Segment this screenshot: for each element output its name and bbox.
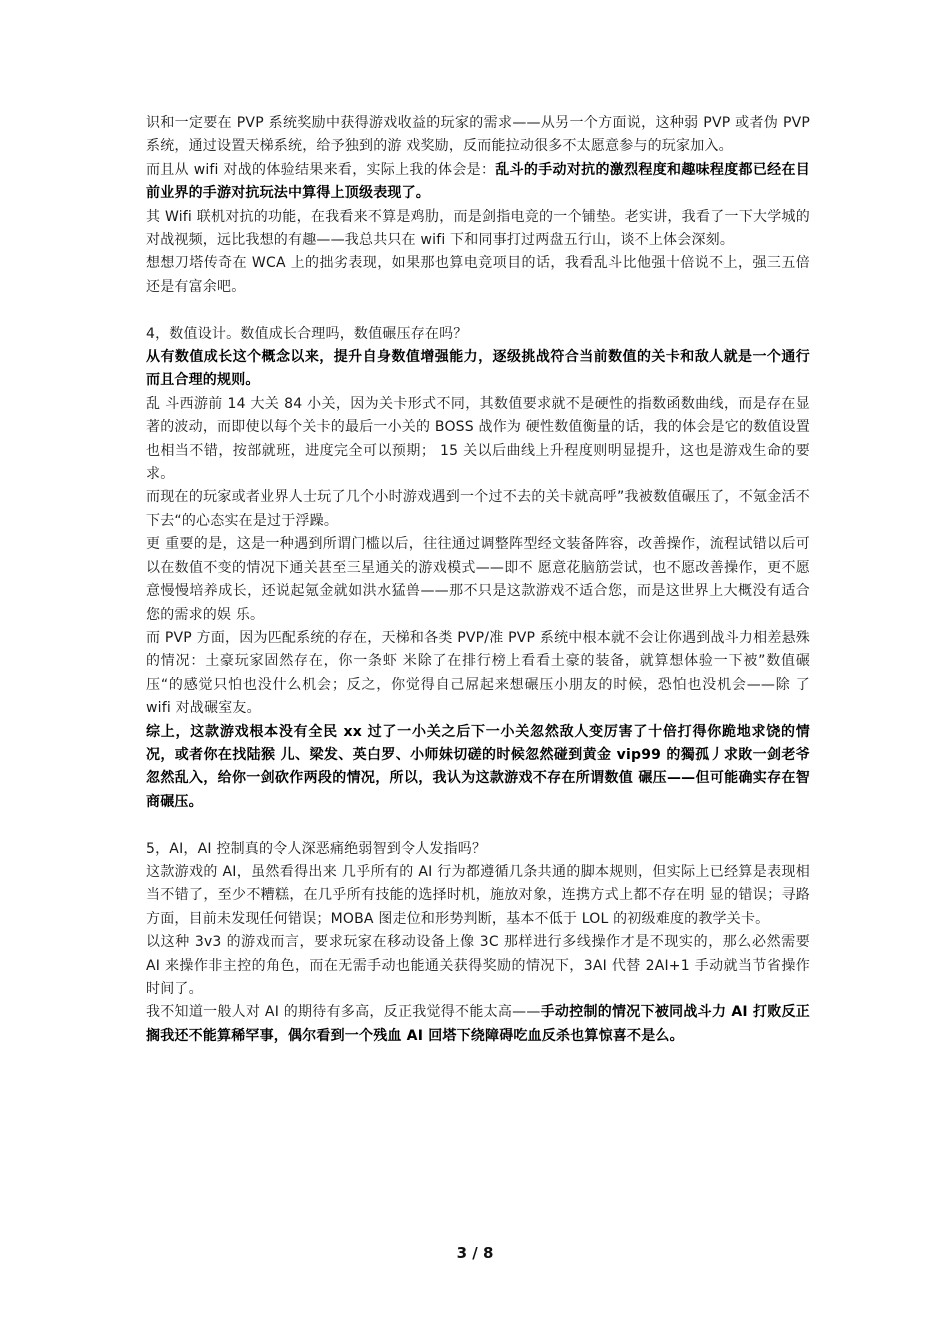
- paragraph: [146, 346, 810, 393]
- text-run: 这款游戏的 AI，虽然看得出来 几乎所有的 AI 行为都遵循几条共通的脚本规则，但实际上已经算是表现相当不错了，至少不糟糕，在几乎所有技能的选择时机，施放对象，连携方式上都不存在明 显的错误；寻路方面，目前未发现任何错误；MOBA 图走位和形势判断，基本不低于 LOL 的初级难度的教学关卡。: [146, 863, 810, 927]
- paragraph: [146, 393, 810, 487]
- paragraph: [146, 1001, 810, 1048]
- text-run: 而 PVP 方面，因为匹配系统的存在，天梯和各类 PVP/准 PVP 系统中根本就不会让你遇到战斗力相差悬殊的情况：土豪玩家固然存在，你一条虾 米除了在排行榜上看看土豪的装备，就算想体验一下被”数值碾压“的感觉只怕也没什么机会；反之，你觉得自己屌起来想碾压小朋友的时候，恐怕也没机会——除 了 wifi 对战碾室友。: [146, 629, 810, 717]
- text-run: 以这种 3v3 的游戏而言，要求玩家在移动设备上像 3C 那样进行多线操作才是不现实的，那么必然需要 AI 来操作非主控的角色，而在无需手动也能通关获得奖励的情况下，3AI 代替 2AI+1 手动就当节省操作时间了。: [146, 934, 810, 997]
- paragraph-gap: [146, 814, 810, 837]
- paragraph: [146, 861, 810, 931]
- text-run: 乱 斗西游前 14 大关 84 小关，因为关卡形式不同，其数值要求就不是硬性的指数函数曲线，而是存在显著的波动，而即使以每个关卡的最后一小关的 BOSS 战作为 硬性数值衡量的话，我的体会是它的数值设置也相当不错，按部就班，进度完全可以预期； 15 关以后曲线上升程度则明显提升，这也是游戏生命的要求。: [146, 395, 810, 483]
- text-run: 而现在的玩家或者业界人士玩了几个小时游戏遇到一个过不去的关卡就高呼”我被数值碾压了，不氪金活不下去“的心态实在是过于浮躁。: [146, 489, 810, 529]
- paragraph: [146, 838, 810, 861]
- bold-text: 手动控制的情况下被同战斗力 AI 打败反正搁我还不能算稀罕事，偶尔看到一个残血 AI 回塔下绕障碍吃血反杀也算惊喜不是么。: [146, 1004, 811, 1044]
- paragraph: [146, 627, 810, 721]
- text-run: 更 重要的是，这是一种遇到所谓门槛以后，往往通过调整阵型经文装备阵容，改善操作，流程试错以后可以在数值不变的情况下通关甚至三星通关的游戏模式——即不 愿意花脑筋尝试，也不愿改善操作，更不愿意慢慢培养成长，还说起氪金就如洪水猛兽——那不只是这款游戏不适合您，而是这世界上大概没有适合您的需求的娱 乐。: [146, 536, 810, 623]
- paragraph: [146, 252, 810, 299]
- paragraph: [146, 721, 810, 815]
- text-run: 识和一定要在 PVP 系统奖励中获得游戏收益的玩家的需求——从另一个方面说，这种弱 PVP 或者伪 PVP 系统，通过设置天梯系统，给予独到的游 戏奖励，反而能拉动很多不太愿意参与的玩家加入。: [146, 115, 810, 155]
- page-number: 3 / 8: [456, 1244, 494, 1262]
- paragraph: [146, 931, 810, 1001]
- document-body: [146, 112, 810, 1048]
- paragraph: [146, 323, 810, 346]
- paragraph: [146, 112, 810, 159]
- text-run: 其 Wifi 联机对抗的功能，在我看来不算是鸡肋，而是剑指电竞的一个铺垫。老实讲，我看了一下大学城的对战视频，远比我想的有趣——我总共只在 wifi 下和同事打过两盘五行山，谈不上体会深刻。: [146, 208, 810, 249]
- bold-text: 从有数值成长这个概念以来，提升自身数值增强能力，逐级挑战符合当前数值的关卡和敌人就是一个通行而且合理的规则。: [146, 349, 810, 389]
- paragraph: [146, 533, 810, 627]
- text-run: 想想刀塔传奇在 WCA 上的拙劣表现，如果那也算电竞项目的话，我看乱斗比他强十倍说不上，强三五倍还是有富余吧。: [146, 255, 810, 295]
- text-run: 5，AI，AI 控制真的令人深恶痛绝弱智到令人发指吗？: [146, 840, 487, 857]
- bold-text: 乱斗的手动对抗的激烈程度和趣味程度都已经在目前业界的手游对抗玩法中算得上顶级表现了。: [146, 161, 810, 202]
- text-run: 4，数值设计。数值成长合理吗，数值碾压存在吗？: [146, 325, 468, 342]
- bold-text: 综上，这款游戏根本没有全民 xx 过了一小关之后下一小关忽然敌人变厉害了十倍打得你跪地求饶的情况，或者你在找陆猴 儿、梁发、英白罗、小师妹切磋的时候忽然碰到黄金 vip99 的獨孤丿求敗一剑老爷忽然乱入，给你一剑砍作两段的情况，所以，我认为这款游戏不存在所谓数值 碾压——但可能确实存在智商碾压。: [146, 723, 810, 810]
- paragraph: [146, 159, 810, 206]
- paragraph: [146, 206, 810, 253]
- text-run: 我不知道一般人对 AI 的期待有多高，反正我觉得不能太高——: [146, 1004, 541, 1021]
- text-run: 而且从 wifi 对战的体验结果来看，实际上我的体会是：: [146, 161, 496, 178]
- paragraph-gap: [146, 299, 810, 322]
- paragraph: [146, 486, 810, 533]
